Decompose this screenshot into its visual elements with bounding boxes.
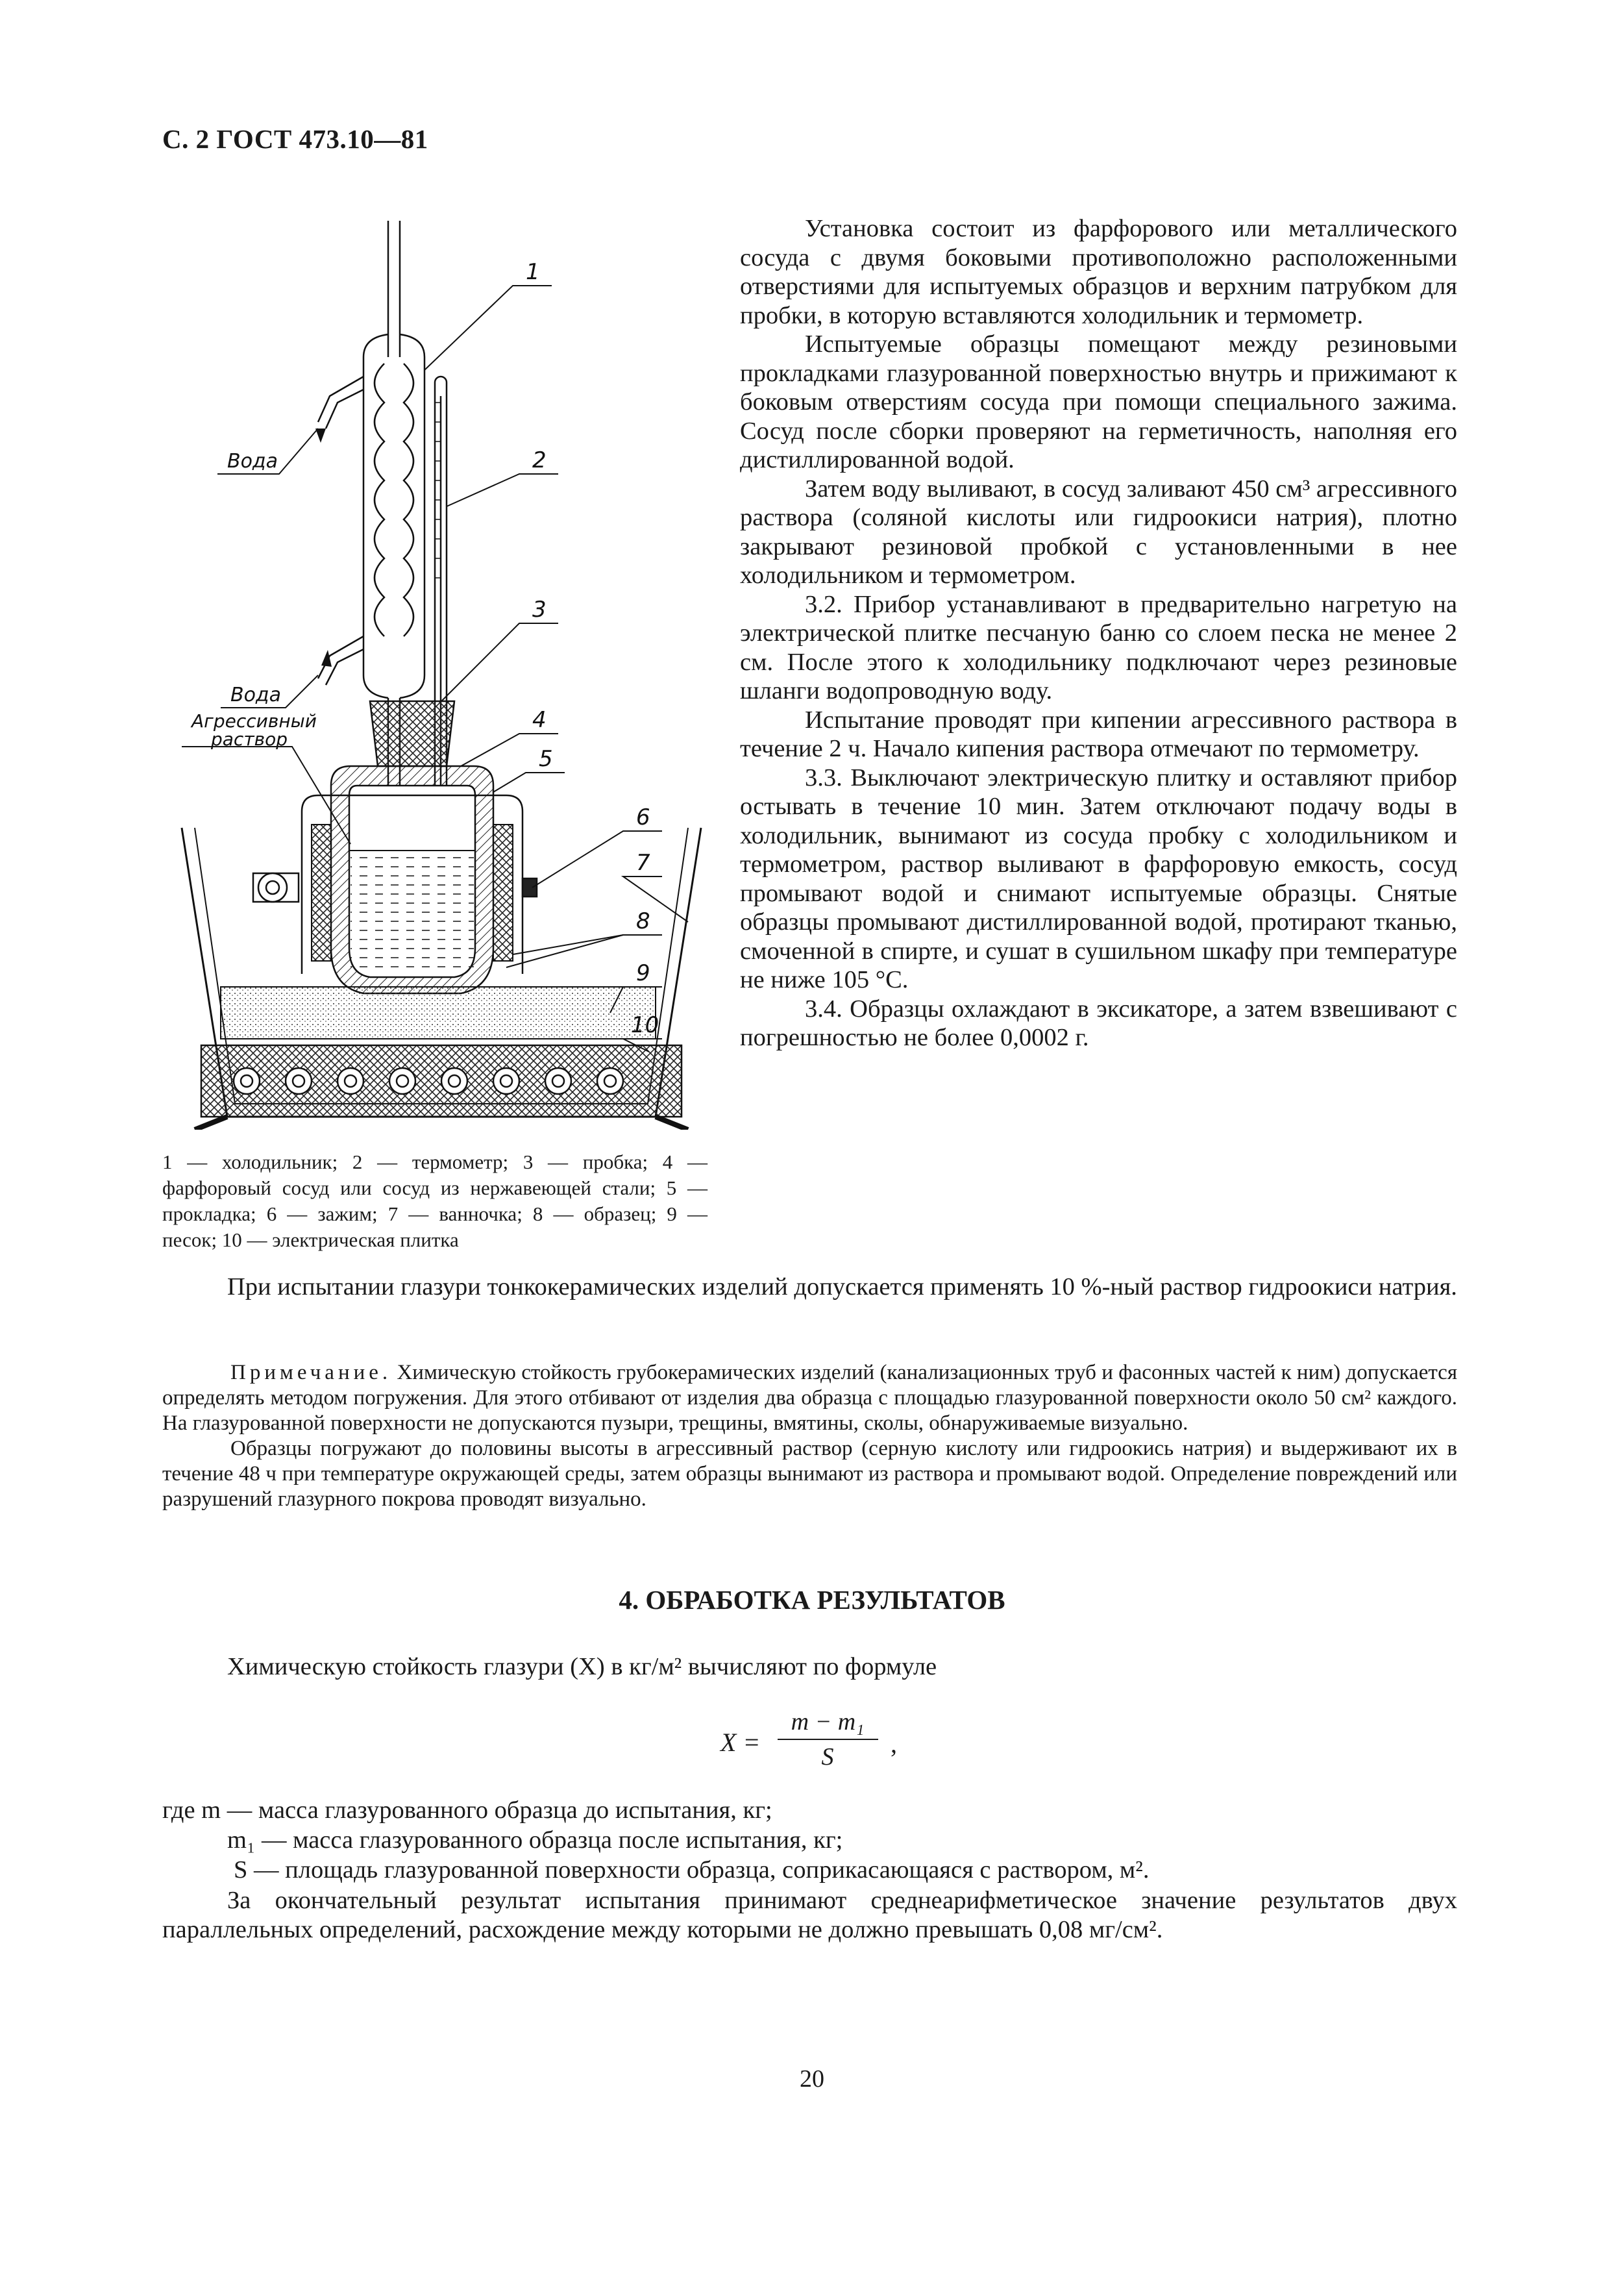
label-8: 8: [636, 908, 650, 934]
paragraph: Испытуемые образцы помещают между резиновыми прокладками глазурованной поверхностью внутрь и прижимают к боковым отверстиям сосуда при помощи специального зажима. Сосуд после сборки проверяют на герметичность, наполняя его дистиллированной водой.: [740, 330, 1457, 473]
final-paragraph-block: [162, 1886, 1457, 1944]
hot-plate: [201, 1045, 682, 1117]
label-10: 10: [631, 1012, 659, 1038]
label-5: 5: [539, 746, 553, 772]
formula-numerator: m − m₁: [791, 1708, 865, 1735]
formula-intro: Химическую стойкость глазури (X) в кг/м² вычисляют по формуле: [227, 1653, 937, 1680]
fraction-bar: [778, 1739, 878, 1740]
full-width-paragraph: [162, 1273, 1457, 1302]
where-line-1: где m — масса глазурованного образца до испытания, кг;: [162, 1797, 772, 1824]
where-line-3: S — площадь глазурованной поверхности образца, соприкасающаяся с раствором, м².: [234, 1856, 1150, 1884]
formula: [720, 1708, 954, 1779]
formula-denominator: S: [821, 1743, 834, 1771]
label-solution-1: Агрессивный: [191, 710, 317, 732]
label-water-bottom: Вода: [230, 684, 282, 706]
final-paragraph: За окончательный результат испытания принимают среднеарифметическое значение результатов двух параллельных определений, расхождение между которыми не должно превышать 0,08 мг/см².: [162, 1887, 1457, 1943]
figure-caption: 1 — холодильник; 2 — термометр; 3 — пробка; 4 — фарфоровый сосуд или сосуд из нержавеющей стали; 5 — прокладка; 6 — зажим; 7 — ванночка; 8 — образец; 9 — песок; 10 — электрическая плитка: [162, 1150, 707, 1251]
label-water-top: Вода: [227, 450, 278, 473]
formula-tail: ,: [891, 1729, 897, 1758]
paragraph: 3.4. Образцы охлаждают в эксикаторе, а затем взвешивают с погрешностью не более 0,0002 г.: [740, 995, 1457, 1051]
apparatus-diagram: [156, 208, 714, 1130]
label-2: 2: [532, 447, 547, 473]
paragraph: При испытании глазури тонкокерамических изделий допускается применять 10 %-ный раствор гидроокиси натрия.: [227, 1273, 1457, 1300]
note-paragraph-2: Образцы погружают до половины высоты в агрессивный раствор (серную кислоту или гидроокись натрия) и выдерживают их в течение 48 ч при температуре окружающей среды, затем образцы вынимают из раствора и промывают водой. Определение повреждений или разрушений глазурного покрова проводят визуально.: [162, 1437, 1457, 1511]
paragraph: Испытание проводят при кипении агрессивного раствора в течение 2 ч. Начало кипения раствора отмечают по термометру.: [740, 706, 1457, 762]
paragraph: Установка состоит из фарфорового или металлического сосуда с двумя боковыми противоположно расположенными отверстиями для испытуемых образцов и верхним патрубком для пробки, в которую вставляются холодильник и термометр.: [740, 215, 1457, 329]
section-title: 4. ОБРАБОТКА РЕЗУЛЬТАТОВ: [619, 1585, 1005, 1615]
label-1: 1: [526, 259, 540, 285]
formula-intro-block: [162, 1652, 1457, 1682]
where-line-2: m₁ — масса глазурованного образца после испытания, кг;: [227, 1826, 843, 1854]
right-column: [740, 214, 1457, 1052]
where-block: [162, 1795, 1457, 1885]
vessel: [331, 766, 493, 993]
page-header: С. 2 ГОСТ 473.10—81: [162, 124, 428, 154]
note-label: Примечание.: [230, 1361, 392, 1384]
note-paragraph-1: [162, 1360, 1457, 1436]
sand-layer: [221, 987, 656, 1039]
stopper: [370, 701, 454, 766]
label-3: 3: [532, 597, 547, 623]
label-7: 7: [636, 850, 650, 876]
apparatus-figure: [156, 208, 714, 1130]
label-solution-2: раствор: [211, 728, 288, 750]
paragraph: 3.3. Выключают электрическую плитку и оставляют прибор остывать в течение 10 мин. Затем отключают подачу воды в холодильник, вынимают из сосуда пробку с холодильником и термометром, раствор выливают в фарфоровую емкость, сосуд промывают водой и снимают испытуемые образцы. Снятые образцы промывают дистиллированной водой, протирают тканью, смоченной в спирте, и сушат в сушильном шкафу при температуре не ниже 105 °С.: [740, 764, 1457, 993]
note-block: [162, 1360, 1457, 1512]
label-9: 9: [636, 960, 650, 986]
paragraph: Затем воду выливают, в сосуд заливают 450 см³ агрессивного раствора (соляной кислоты или гидроокиси натрия), плотно закрывают резиновой пробкой с установленными в нее холодильником и термометром.: [740, 475, 1457, 589]
note-text-1: Химическую стойкость грубокерамических изделий (канализационных труб и фасонных частей к ним) допускается определять методом погружения. Для этого отбивают от изделия два образца с площадью глазурованной поверхности около 50 см² каждого. На глазурованной поверхности не допускаются пузыри, трещины, вмятины, сколы, обнаруживаемые визуально.: [162, 1361, 1457, 1435]
label-6: 6: [636, 804, 650, 830]
page-number: 20: [800, 2065, 824, 2093]
label-4: 4: [532, 707, 547, 733]
formula-lhs: X =: [720, 1728, 761, 1757]
paragraph: 3.2. Прибор устанавливают в предварительно нагретую на электрической плитке песчаную баню со слоем песка не менее 2 см. После этого к холодильнику подключают через резиновые шланги водопроводную воду.: [740, 590, 1457, 704]
